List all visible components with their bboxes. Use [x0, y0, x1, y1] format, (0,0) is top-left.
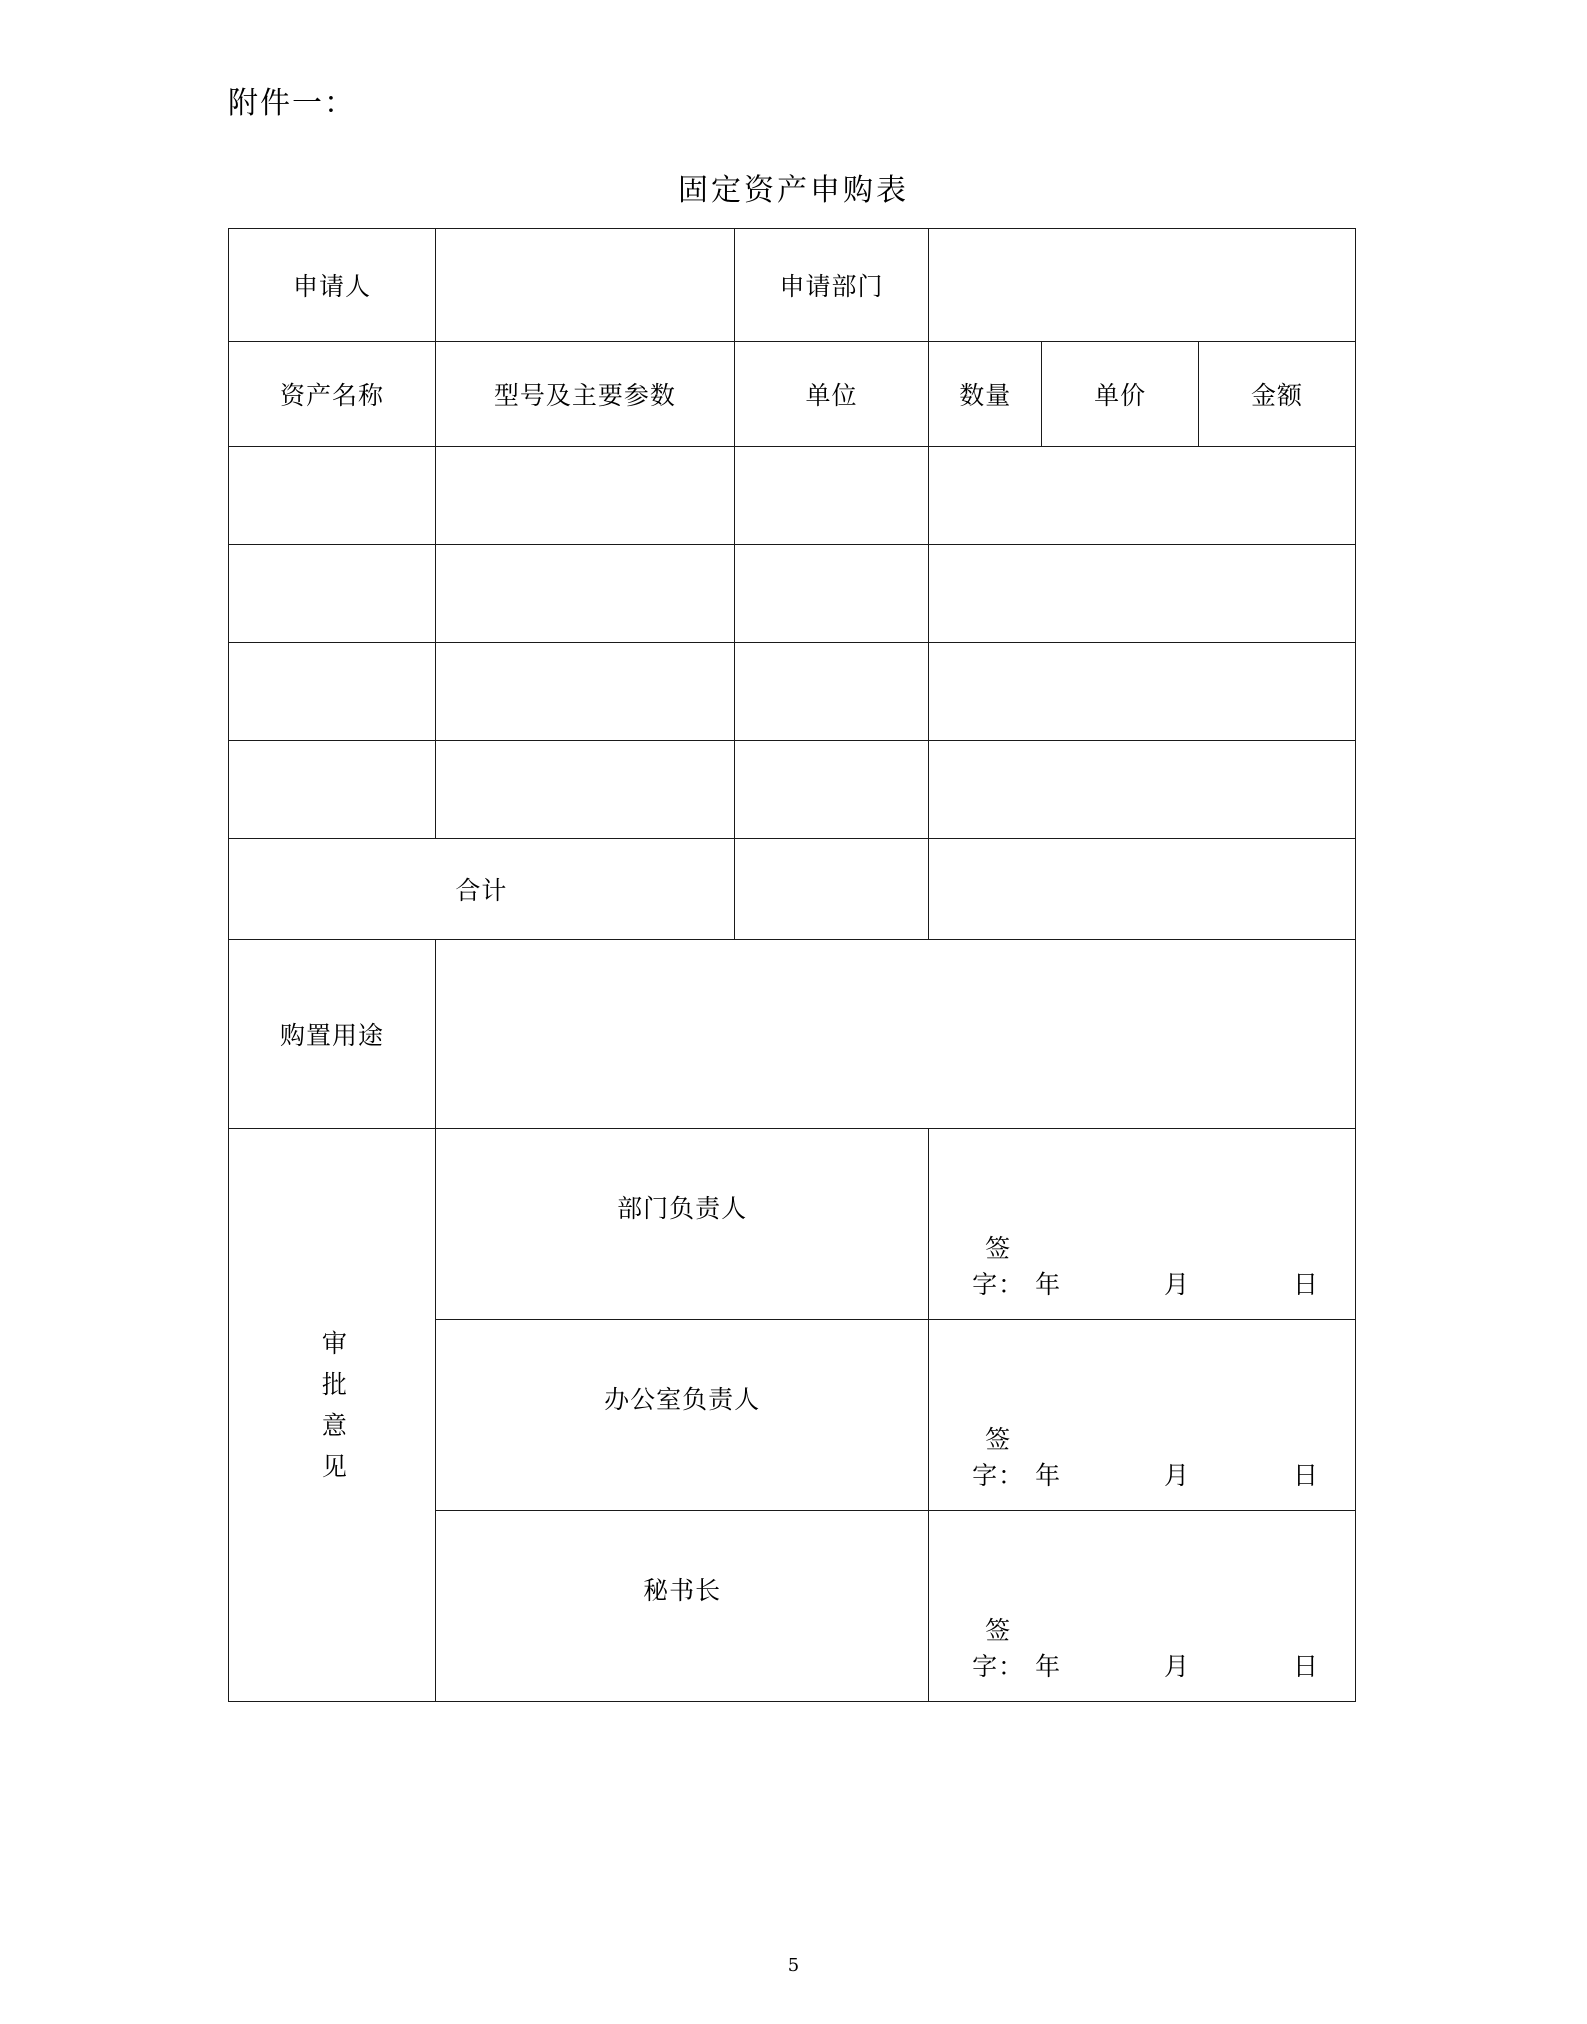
- column-header-amount: 金额: [1199, 342, 1356, 447]
- column-header-quantity: 数量: [929, 342, 1042, 447]
- table-row: [229, 545, 1356, 643]
- label-applicant: 申请人: [229, 229, 436, 342]
- cell-model[interactable]: [436, 447, 735, 545]
- column-header-unit: 单位: [734, 342, 929, 447]
- cell-amount-group[interactable]: [929, 643, 1356, 741]
- column-header-asset-name: 资产名称: [229, 342, 436, 447]
- attachment-label: 附件一：: [228, 86, 356, 121]
- page-number: 5: [787, 1955, 800, 1976]
- signature-label: 签字：: [972, 1425, 1025, 1490]
- year-label: 年: [1035, 1270, 1062, 1299]
- fixed-asset-purchase-form: [228, 228, 1356, 1702]
- cell-model[interactable]: [436, 545, 735, 643]
- day-label: 日: [1292, 1652, 1319, 1681]
- year-label: 年: [1035, 1652, 1062, 1681]
- table-row: [229, 741, 1356, 839]
- year-label: 年: [1035, 1461, 1062, 1490]
- cell-unit[interactable]: [734, 545, 929, 643]
- label-department: 申请部门: [734, 229, 929, 342]
- cell-total-unit[interactable]: [734, 839, 929, 940]
- cell-amount-group[interactable]: [929, 545, 1356, 643]
- month-label: 月: [1164, 1270, 1191, 1299]
- month-label: 月: [1164, 1461, 1191, 1490]
- table-row-approval-department: [229, 1129, 1356, 1320]
- cell-amount-group[interactable]: [929, 741, 1356, 839]
- label-purchase-purpose: 购置用途: [229, 940, 436, 1129]
- cell-unit[interactable]: [734, 447, 929, 545]
- day-label: 日: [1292, 1461, 1319, 1490]
- cell-asset-name[interactable]: [229, 545, 436, 643]
- cell-model[interactable]: [436, 643, 735, 741]
- table-row: [229, 643, 1356, 741]
- field-purchase-purpose[interactable]: [436, 940, 1356, 1129]
- approval-label-text: 审批意见: [318, 1330, 348, 1494]
- table-row: [229, 447, 1356, 545]
- field-signature-office-head[interactable]: [929, 1320, 1356, 1511]
- day-label: 日: [1292, 1270, 1319, 1299]
- cell-asset-name[interactable]: [229, 741, 436, 839]
- table-header-row: [229, 342, 1356, 447]
- cell-model[interactable]: [436, 741, 735, 839]
- field-applicant-value[interactable]: [436, 229, 735, 342]
- cell-asset-name[interactable]: [229, 643, 436, 741]
- column-header-unit-price: 单价: [1042, 342, 1199, 447]
- month-label: 月: [1164, 1652, 1191, 1681]
- label-approval-opinion: [229, 1129, 436, 1702]
- label-role-secretary-general: 秘书长: [436, 1511, 929, 1702]
- cell-total-amount[interactable]: [929, 839, 1356, 940]
- table-row-total: [229, 839, 1356, 940]
- column-header-model: 型号及主要参数: [436, 342, 735, 447]
- signature-label: 签字：: [972, 1616, 1025, 1681]
- signature-label: 签字：: [972, 1234, 1025, 1299]
- page-title: 固定资产申购表: [678, 173, 909, 208]
- label-role-office-head: 办公室负责人: [436, 1320, 929, 1511]
- field-department-value[interactable]: [929, 229, 1356, 342]
- cell-amount-group[interactable]: [929, 447, 1356, 545]
- cell-asset-name[interactable]: [229, 447, 436, 545]
- label-role-department-head: 部门负责人: [436, 1129, 929, 1320]
- label-total: 合计: [229, 839, 735, 940]
- field-signature-secretary-general[interactable]: [929, 1511, 1356, 1702]
- cell-unit[interactable]: [734, 741, 929, 839]
- table-row-applicant: [229, 229, 1356, 342]
- table-row-purpose: [229, 940, 1356, 1129]
- cell-unit[interactable]: [734, 643, 929, 741]
- field-signature-department-head[interactable]: [929, 1129, 1356, 1320]
